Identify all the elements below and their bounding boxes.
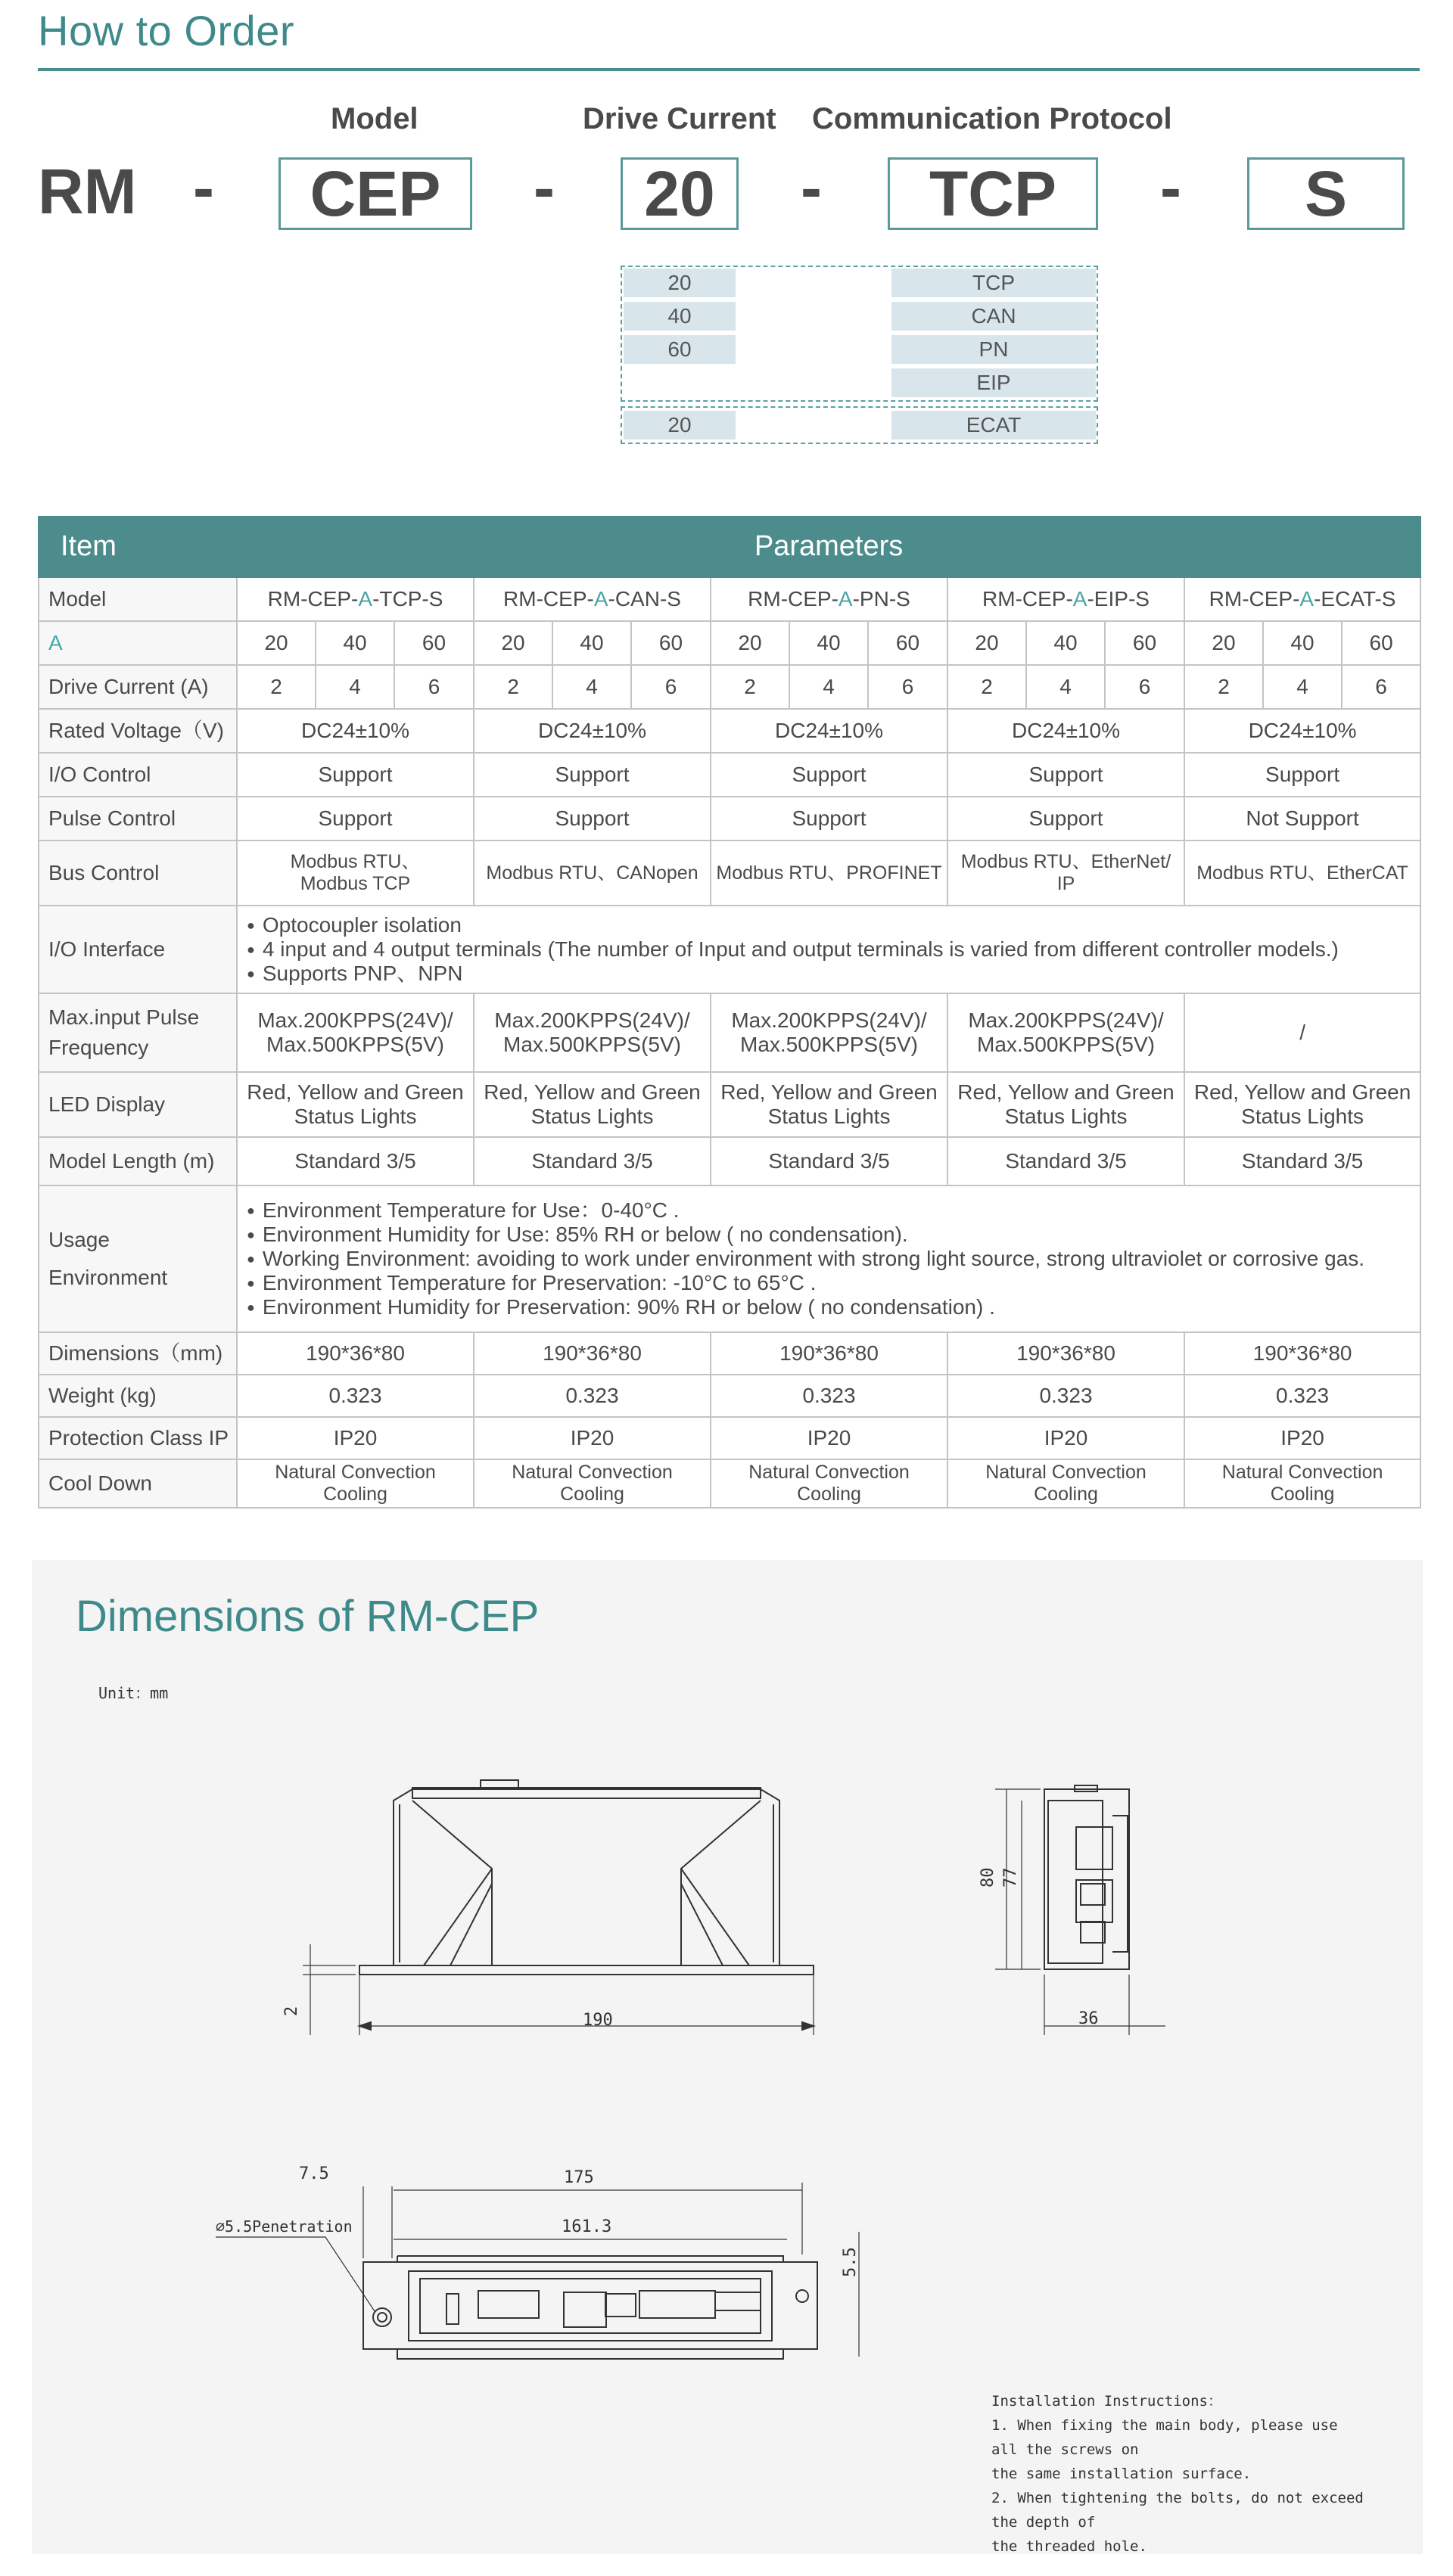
list-item: ● Environment Temperature for Preservation: -10°C to 65°C . — [247, 1271, 1417, 1295]
list-item: ● Supports PNP、NPN — [247, 962, 1417, 986]
bottom-view-drawing — [216, 2183, 859, 2359]
row-label: Max.input Pulse Frequency — [39, 993, 237, 1072]
model-label: Model — [331, 102, 418, 135]
current-value: 6 — [394, 665, 474, 709]
cool-down-value: Natural Convection Cooling — [474, 1459, 711, 1508]
dim-bottom-edge: 7.5 — [299, 2164, 329, 2183]
a-value: 40 — [552, 621, 631, 665]
dim-side-height-inner: 77 — [1001, 1867, 1020, 1888]
a-value: 20 — [711, 621, 789, 665]
a-value: 20 — [947, 621, 1026, 665]
protocol-option: ECAT — [891, 411, 1096, 440]
row-label: Model Length (m) — [39, 1137, 237, 1185]
model-name: RM-CEP-A-ECAT-S — [1184, 577, 1420, 621]
a-value: 40 — [316, 621, 394, 665]
max-pulse: Max.200KPPS(24V)/ Max.500KPPS(5V) — [947, 993, 1184, 1072]
max-pulse: Max.200KPPS(24V)/ Max.500KPPS(5V) — [711, 993, 947, 1072]
dim-bottom-outer: 175 — [564, 2168, 594, 2187]
protection-value: IP20 — [1184, 1417, 1420, 1459]
current-value: 6 — [1342, 665, 1420, 709]
weight-value: 0.323 — [474, 1375, 711, 1417]
io-control: Support — [711, 753, 947, 797]
rated-voltage: DC24±10% — [711, 709, 947, 753]
pulse-control: Support — [237, 797, 474, 841]
cool-down-value: Natural Convection Cooling — [711, 1459, 947, 1508]
model-name: RM-CEP-A-TCP-S — [237, 577, 474, 621]
row-label: I/O Interface — [39, 906, 237, 993]
pulse-control: Support — [474, 797, 711, 841]
current-value: 2 — [947, 665, 1026, 709]
current-value: 6 — [1105, 665, 1184, 709]
code-separator: - — [534, 152, 555, 223]
current-value: 4 — [316, 665, 394, 709]
row-label: Pulse Control — [39, 797, 237, 841]
installation-instructions — [991, 2389, 1370, 2559]
list-item: ● 4 input and 4 output terminals (The number of Input and output terminals is varied from different controller models.) — [247, 937, 1417, 962]
row-label: A — [39, 621, 237, 665]
protection-value: IP20 — [711, 1417, 947, 1459]
led-display: Red, Yellow and Green Status Lights — [237, 1072, 474, 1137]
dim-side-depth: 36 — [1078, 2009, 1099, 2028]
dim-bottom-hole: ∅5.5Penetration — [216, 2217, 353, 2236]
current-option: 20 — [624, 411, 736, 440]
current-value: 2 — [1184, 665, 1263, 709]
protection-value: IP20 — [474, 1417, 711, 1459]
row-label: Weight (kg) — [39, 1375, 237, 1417]
rated-voltage: DC24±10% — [1184, 709, 1420, 753]
model-length: Standard 3/5 — [237, 1137, 474, 1185]
led-display: Red, Yellow and Green Status Lights — [474, 1072, 711, 1137]
cool-down-value: Natural Convection Cooling — [237, 1459, 474, 1508]
led-display: Red, Yellow and Green Status Lights — [1184, 1072, 1420, 1137]
current-option: 40 — [624, 302, 736, 331]
code-separator: - — [1160, 152, 1181, 223]
a-value: 40 — [1263, 621, 1342, 665]
header-item: Item — [39, 517, 237, 577]
current-value: 6 — [631, 665, 711, 709]
model-name: RM-CEP-A-PN-S — [711, 577, 947, 621]
dimensions-title: Dimensions of RM-CEP — [76, 1592, 540, 1641]
rated-voltage: DC24±10% — [474, 709, 711, 753]
bus-control: Modbus RTU、 Modbus TCP — [237, 841, 474, 906]
side-view-drawing — [995, 1785, 1165, 2035]
protection-value: IP20 — [947, 1417, 1184, 1459]
row-label: Model — [39, 577, 237, 621]
row-label: LED Display — [39, 1072, 237, 1137]
a-value: 60 — [1105, 621, 1184, 665]
list-item: ● Environment Humidity for Use: 85% RH or below ( no condensation). — [247, 1223, 1417, 1247]
current-option: 60 — [624, 335, 736, 364]
current-value: 2 — [474, 665, 552, 709]
bus-control: Modbus RTU、EtherCAT — [1184, 841, 1420, 906]
code-current-box: 20 — [621, 157, 739, 230]
current-option: 20 — [624, 269, 736, 297]
a-value: 60 — [631, 621, 711, 665]
install-line: 1. When fixing the main body, please use all the screws on — [991, 2417, 1338, 2458]
current-value: 4 — [1026, 665, 1105, 709]
header-parameters: Parameters — [237, 517, 1420, 577]
dimensions-value: 190*36*80 — [711, 1332, 947, 1375]
pulse-control: Support — [711, 797, 947, 841]
dim-front-width: 190 — [583, 2011, 613, 2030]
dimensions-value: 190*36*80 — [1184, 1332, 1420, 1375]
model-length: Standard 3/5 — [1184, 1137, 1420, 1185]
a-value: 40 — [789, 621, 868, 665]
row-label: Bus Control — [39, 841, 237, 906]
bus-control: Modbus RTU、EtherNet/ IP — [947, 841, 1184, 906]
model-name: RM-CEP-A-EIP-S — [947, 577, 1184, 621]
protocol-option: EIP — [891, 368, 1096, 397]
dimensions-value: 190*36*80 — [474, 1332, 711, 1375]
code-suffix-box: S — [1247, 157, 1405, 230]
dimensions-value: 190*36*80 — [237, 1332, 474, 1375]
how-to-order-title: How to Order — [38, 7, 294, 54]
cool-down-value: Natural Convection Cooling — [1184, 1459, 1420, 1508]
model-length: Standard 3/5 — [711, 1137, 947, 1185]
list-item: ● Environment Humidity for Preservation: 90% RH or below ( no condensation) . — [247, 1295, 1417, 1319]
install-line: 2. When tightening the bolts, do not exceed the depth of — [991, 2490, 1364, 2531]
dim-front-base: 2 — [282, 2006, 301, 2016]
dimensions-value: 190*36*80 — [947, 1332, 1184, 1375]
current-value: 6 — [868, 665, 947, 709]
weight-value: 0.323 — [711, 1375, 947, 1417]
row-label: I/O Control — [39, 753, 237, 797]
code-model-box: CEP — [278, 157, 472, 230]
weight-value: 0.323 — [237, 1375, 474, 1417]
max-pulse: Max.200KPPS(24V)/ Max.500KPPS(5V) — [474, 993, 711, 1072]
max-pulse: Max.200KPPS(24V)/ Max.500KPPS(5V) — [237, 993, 474, 1072]
a-value: 60 — [1342, 621, 1420, 665]
current-value: 4 — [552, 665, 631, 709]
weight-value: 0.323 — [947, 1375, 1184, 1417]
weight-value: 0.323 — [1184, 1375, 1420, 1417]
rated-voltage: DC24±10% — [947, 709, 1184, 753]
led-display: Red, Yellow and Green Status Lights — [947, 1072, 1184, 1137]
io-control: Support — [1184, 753, 1420, 797]
install-title: Installation Instructions： — [991, 2393, 1222, 2410]
unit-label: Unit：mm — [98, 1684, 169, 1702]
pulse-control: Not Support — [1184, 797, 1420, 841]
cool-down-value: Natural Convection Cooling — [947, 1459, 1184, 1508]
a-value: 40 — [1026, 621, 1105, 665]
current-value: 4 — [789, 665, 868, 709]
io-control: Support — [237, 753, 474, 797]
install-line: the same installation surface. — [991, 2466, 1252, 2482]
max-pulse: / — [1184, 993, 1420, 1072]
install-line: the threaded hole. — [991, 2538, 1147, 2555]
protocol-option: CAN — [891, 302, 1096, 331]
current-value: 2 — [237, 665, 316, 709]
dim-bottom-hole-h: 5.5 — [841, 2247, 860, 2277]
current-value: 4 — [1263, 665, 1342, 709]
front-view-drawing — [303, 1780, 814, 2035]
protocol-option: PN — [891, 335, 1096, 364]
model-name: RM-CEP-A-CAN-S — [474, 577, 711, 621]
list-item: ● Working Environment: avoiding to work under environment with strong light source, strong ultraviolet or corrosive gas. — [247, 1247, 1417, 1271]
row-label: Rated Voltage（V) — [39, 709, 237, 753]
row-label: Drive Current (A) — [39, 665, 237, 709]
code-separator: - — [193, 152, 214, 223]
pulse-control: Support — [947, 797, 1184, 841]
protection-value: IP20 — [237, 1417, 474, 1459]
code-separator: - — [801, 152, 822, 223]
list-item: ● Optocoupler isolation — [247, 913, 1417, 937]
a-value: 20 — [237, 621, 316, 665]
model-length: Standard 3/5 — [947, 1137, 1184, 1185]
led-display: Red, Yellow and Green Status Lights — [711, 1072, 947, 1137]
protocol-option: TCP — [891, 269, 1096, 297]
row-label: Usage Environment — [39, 1185, 237, 1332]
io-control: Support — [947, 753, 1184, 797]
code-protocol-box: TCP — [888, 157, 1098, 230]
a-value: 20 — [474, 621, 552, 665]
row-label: Cool Down — [39, 1459, 237, 1508]
dim-side-height-outer: 80 — [979, 1867, 997, 1888]
row-label: Protection Class IP — [39, 1417, 237, 1459]
dim-bottom-inner: 161.3 — [562, 2217, 612, 2236]
protocol-label: Communication Protocol — [812, 102, 1172, 135]
io-control: Support — [474, 753, 711, 797]
a-value: 60 — [394, 621, 474, 665]
bus-control: Modbus RTU、CANopen — [474, 841, 711, 906]
drive-current-label: Drive Current — [583, 102, 776, 135]
code-prefix: RM — [38, 156, 137, 227]
rated-voltage: DC24±10% — [237, 709, 474, 753]
bus-control: Modbus RTU、PROFINET — [711, 841, 947, 906]
a-value: 60 — [868, 621, 947, 665]
a-value: 20 — [1184, 621, 1263, 665]
current-value: 2 — [711, 665, 789, 709]
row-label: Dimensions（mm) — [39, 1332, 237, 1375]
list-item: ● Environment Temperature for Use：0-40°C . — [247, 1198, 1417, 1223]
model-length: Standard 3/5 — [474, 1137, 711, 1185]
